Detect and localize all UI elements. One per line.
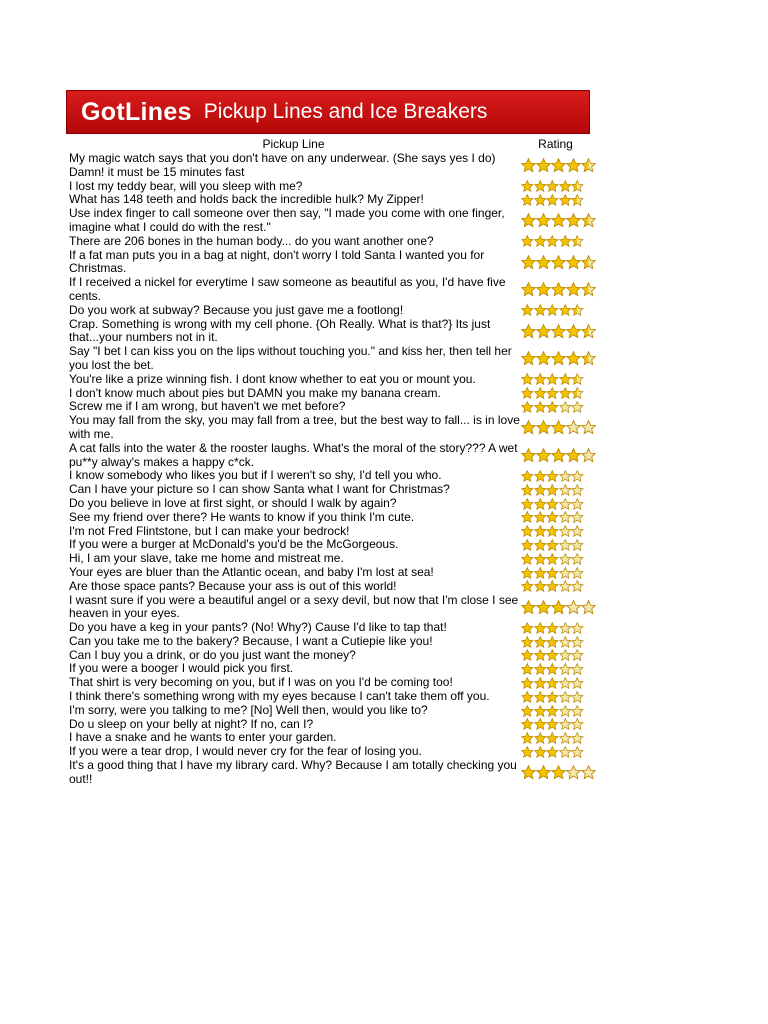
table-row bbox=[66, 318, 590, 346]
table-row bbox=[66, 373, 590, 387]
star-icon bbox=[521, 718, 534, 731]
star-icon bbox=[521, 677, 534, 690]
empty-star-icon bbox=[571, 718, 584, 731]
star-rating bbox=[521, 636, 590, 649]
pickup-line-text: Screw me if I am wrong, but haven't we met before? bbox=[69, 399, 346, 414]
star-icon bbox=[534, 373, 547, 386]
empty-star-icon bbox=[571, 649, 584, 662]
star-icon bbox=[534, 691, 547, 704]
star-icon bbox=[546, 525, 559, 538]
star-icon bbox=[534, 746, 547, 759]
pickup-line-text: There are 206 bones in the human body... do you want another one? bbox=[69, 233, 434, 248]
empty-star-icon bbox=[571, 525, 584, 538]
table-row bbox=[66, 180, 590, 194]
star-icon bbox=[521, 765, 536, 780]
table-row bbox=[66, 193, 590, 207]
star-icon bbox=[534, 553, 547, 566]
half-star-icon bbox=[581, 158, 596, 173]
star-rating bbox=[521, 401, 590, 414]
star-icon bbox=[536, 158, 551, 173]
empty-star-icon bbox=[559, 484, 572, 497]
star-rating bbox=[521, 255, 590, 270]
empty-star-icon bbox=[559, 677, 572, 690]
pickup-line-text: You're like a prize winning fish. I dont know whether to eat you or mount you. bbox=[69, 371, 476, 386]
star-icon bbox=[534, 732, 547, 745]
table-row bbox=[66, 662, 590, 676]
pickup-line-text: Your eyes are bluer than the Atlantic ocean, and baby I'm lost at sea! bbox=[69, 564, 434, 579]
brand-logo: GotLines bbox=[81, 97, 192, 126]
star-icon bbox=[566, 448, 581, 463]
star-icon bbox=[536, 448, 551, 463]
pickup-line-text: Hi, I am your slave, take me home and mistreat me. bbox=[69, 551, 344, 566]
empty-star-icon bbox=[571, 663, 584, 676]
star-icon bbox=[521, 622, 534, 635]
star-icon bbox=[521, 539, 534, 552]
star-icon bbox=[521, 498, 534, 511]
star-icon bbox=[521, 448, 536, 463]
star-icon bbox=[521, 663, 534, 676]
star-icon bbox=[546, 622, 559, 635]
star-rating bbox=[521, 484, 590, 497]
half-star-icon bbox=[581, 351, 596, 366]
star-icon bbox=[521, 636, 534, 649]
pickup-line-text: Do you believe in love at first sight, or should I walk by again? bbox=[69, 495, 397, 510]
pickup-line-text: Do you have a keg in your pants? (No! Why?) Cause I'd like to tap that! bbox=[69, 620, 447, 635]
star-icon bbox=[521, 580, 534, 593]
pickup-line-text: I don't know much about pies but DAMN you make my banana cream. bbox=[69, 385, 441, 400]
pickup-line-text: It's a good thing that I have my library card. Why? Because I am totally checking you out!! bbox=[69, 758, 517, 786]
empty-star-icon bbox=[559, 636, 572, 649]
star-icon bbox=[536, 420, 551, 435]
table-row bbox=[66, 400, 590, 414]
empty-star-icon bbox=[571, 636, 584, 649]
pickup-line-text: You may fall from the sky, you may fall from a tree, but the best way to fall... is in love with me. bbox=[69, 413, 520, 441]
empty-star-icon bbox=[559, 746, 572, 759]
empty-star-icon bbox=[571, 539, 584, 552]
star-icon bbox=[546, 663, 559, 676]
empty-star-icon bbox=[571, 580, 584, 593]
pickup-line-text: A cat falls into the water & the rooster laughs. What's the moral of the story??? A wet pu**y alway's makes a happy c*ck. bbox=[69, 440, 518, 469]
star-icon bbox=[566, 351, 581, 366]
star-icon bbox=[534, 636, 547, 649]
star-icon bbox=[546, 580, 559, 593]
star-icon bbox=[546, 746, 559, 759]
star-rating bbox=[521, 567, 590, 580]
star-icon bbox=[521, 324, 536, 339]
star-icon bbox=[536, 351, 551, 366]
pickup-line-text: I think there's something wrong with my eyes because I can't take them off you. bbox=[69, 689, 490, 704]
table-row bbox=[66, 304, 590, 318]
empty-star-icon bbox=[559, 663, 572, 676]
star-icon bbox=[521, 351, 536, 366]
star-rating bbox=[521, 677, 590, 690]
pickup-line-text: I'm not Fred Flintstone, but I can make your bedrock! bbox=[69, 523, 350, 538]
pickup-line-text: If you were a booger I would pick you first. bbox=[69, 661, 294, 676]
star-icon bbox=[534, 567, 547, 580]
empty-star-icon bbox=[571, 691, 584, 704]
star-icon bbox=[566, 282, 581, 297]
pickup-line-text: My magic watch says that you don't have on any underwear. (She says yes I do) Damn! it must be 15 minutes fast bbox=[69, 151, 496, 179]
pickup-line-text: I have a snake and he wants to enter your garden. bbox=[69, 730, 337, 745]
star-icon bbox=[521, 387, 534, 400]
column-header-rating: Rating bbox=[538, 137, 573, 151]
banner-tagline: Pickup Lines and Ice Breakers bbox=[203, 100, 488, 123]
star-icon bbox=[546, 511, 559, 524]
half-star-icon bbox=[581, 324, 596, 339]
star-icon bbox=[536, 282, 551, 297]
star-rating bbox=[521, 387, 590, 400]
star-icon bbox=[566, 158, 581, 173]
star-rating bbox=[521, 235, 590, 248]
star-icon bbox=[521, 705, 534, 718]
star-icon bbox=[521, 420, 536, 435]
star-icon bbox=[536, 213, 551, 228]
empty-star-icon bbox=[559, 401, 572, 414]
star-rating bbox=[521, 622, 590, 635]
half-star-icon bbox=[581, 213, 596, 228]
star-rating bbox=[521, 470, 590, 483]
star-icon bbox=[546, 373, 559, 386]
star-icon bbox=[559, 373, 572, 386]
star-icon bbox=[534, 539, 547, 552]
star-icon bbox=[521, 746, 534, 759]
empty-star-icon bbox=[571, 567, 584, 580]
table-row bbox=[66, 414, 590, 442]
star-rating bbox=[521, 691, 590, 704]
star-icon bbox=[546, 194, 559, 207]
star-icon bbox=[546, 636, 559, 649]
table-row bbox=[66, 635, 590, 649]
star-icon bbox=[566, 255, 581, 270]
table-row bbox=[66, 469, 590, 483]
star-rating bbox=[521, 525, 590, 538]
star-icon bbox=[521, 401, 534, 414]
empty-star-icon bbox=[559, 511, 572, 524]
pickup-line-text: I'm sorry, were you talking to me? [No] Well then, would you like to? bbox=[69, 702, 428, 717]
star-icon bbox=[551, 420, 566, 435]
table-row bbox=[66, 525, 590, 539]
star-rating bbox=[521, 511, 590, 524]
half-star-icon bbox=[571, 180, 584, 193]
star-rating bbox=[521, 180, 590, 193]
empty-star-icon bbox=[559, 705, 572, 718]
star-icon bbox=[521, 691, 534, 704]
star-icon bbox=[534, 484, 547, 497]
empty-star-icon bbox=[566, 600, 581, 615]
star-icon bbox=[521, 255, 536, 270]
empty-star-icon bbox=[559, 567, 572, 580]
empty-star-icon bbox=[571, 553, 584, 566]
star-icon bbox=[551, 765, 566, 780]
star-icon bbox=[551, 324, 566, 339]
star-icon bbox=[534, 498, 547, 511]
star-icon bbox=[546, 567, 559, 580]
table-row bbox=[66, 759, 590, 787]
table-row bbox=[66, 235, 590, 249]
star-icon bbox=[521, 194, 534, 207]
empty-star-icon bbox=[581, 600, 596, 615]
star-rating bbox=[521, 158, 590, 173]
table-row bbox=[66, 483, 590, 497]
star-icon bbox=[551, 158, 566, 173]
pickup-line-text: I lost my teddy bear, will you sleep with me? bbox=[69, 178, 303, 193]
star-icon bbox=[559, 304, 572, 317]
star-icon bbox=[546, 705, 559, 718]
star-icon bbox=[521, 732, 534, 745]
star-rating bbox=[521, 420, 590, 435]
pickup-line-text: Can you take me to the bakery? Because, I want a Cutiepie like you! bbox=[69, 633, 433, 648]
star-icon bbox=[566, 213, 581, 228]
half-star-icon bbox=[571, 387, 584, 400]
table-row bbox=[66, 345, 590, 373]
star-icon bbox=[546, 401, 559, 414]
table-row bbox=[66, 511, 590, 525]
pickup-lines-table bbox=[66, 152, 590, 787]
star-rating bbox=[521, 194, 590, 207]
empty-star-icon bbox=[581, 420, 596, 435]
star-icon bbox=[546, 691, 559, 704]
star-rating bbox=[521, 448, 590, 463]
empty-star-icon bbox=[559, 553, 572, 566]
star-icon bbox=[521, 511, 534, 524]
star-rating bbox=[521, 553, 590, 566]
star-icon bbox=[546, 553, 559, 566]
table-row bbox=[66, 387, 590, 401]
empty-star-icon bbox=[566, 420, 581, 435]
star-icon bbox=[534, 525, 547, 538]
star-icon bbox=[546, 649, 559, 662]
empty-star-icon bbox=[571, 622, 584, 635]
table-row bbox=[66, 621, 590, 635]
table-row bbox=[66, 580, 590, 594]
empty-star-icon bbox=[559, 622, 572, 635]
star-icon bbox=[536, 324, 551, 339]
pickup-line-text: If you were a burger at McDonald's you'd be the McGorgeous. bbox=[69, 537, 399, 552]
table-row bbox=[66, 731, 590, 745]
star-rating bbox=[521, 539, 590, 552]
star-rating bbox=[521, 580, 590, 593]
empty-star-icon bbox=[559, 732, 572, 745]
pickup-line-text: Can I buy you a drink, or do you just want the money? bbox=[69, 647, 356, 662]
table-row bbox=[66, 594, 590, 622]
star-icon bbox=[559, 194, 572, 207]
half-star-icon bbox=[581, 282, 596, 297]
table-row bbox=[66, 152, 590, 180]
table-row bbox=[66, 538, 590, 552]
star-rating bbox=[521, 600, 590, 615]
star-icon bbox=[534, 401, 547, 414]
column-header-pickup-line: Pickup Line bbox=[262, 137, 325, 151]
pickup-line-text: See my friend over there? He wants to know if you think I'm cute. bbox=[69, 509, 415, 524]
star-icon bbox=[521, 235, 534, 248]
star-rating bbox=[521, 765, 590, 780]
star-icon bbox=[551, 282, 566, 297]
star-icon bbox=[536, 255, 551, 270]
star-icon bbox=[521, 180, 534, 193]
empty-star-icon bbox=[571, 705, 584, 718]
table-row bbox=[66, 249, 590, 277]
empty-star-icon bbox=[581, 765, 596, 780]
half-star-icon bbox=[581, 255, 596, 270]
table-row bbox=[66, 690, 590, 704]
empty-star-icon bbox=[571, 732, 584, 745]
star-icon bbox=[534, 580, 547, 593]
star-icon bbox=[546, 387, 559, 400]
empty-star-icon bbox=[571, 746, 584, 759]
star-rating bbox=[521, 663, 590, 676]
star-icon bbox=[534, 718, 547, 731]
star-icon bbox=[559, 180, 572, 193]
pickup-line-text: If you were a tear drop, I would never cry for the fear of losing you. bbox=[69, 744, 422, 759]
table-header bbox=[66, 136, 590, 152]
star-icon bbox=[566, 324, 581, 339]
star-icon bbox=[551, 448, 566, 463]
empty-star-icon bbox=[559, 539, 572, 552]
star-rating bbox=[521, 732, 590, 745]
table-row bbox=[66, 718, 590, 732]
star-icon bbox=[534, 304, 547, 317]
table-row bbox=[66, 676, 590, 690]
star-icon bbox=[521, 158, 536, 173]
table-row bbox=[66, 276, 590, 304]
star-icon bbox=[521, 282, 536, 297]
star-icon bbox=[534, 387, 547, 400]
half-star-icon bbox=[571, 304, 584, 317]
star-icon bbox=[546, 718, 559, 731]
star-icon bbox=[546, 180, 559, 193]
empty-star-icon bbox=[571, 498, 584, 511]
star-icon bbox=[521, 553, 534, 566]
star-rating bbox=[521, 649, 590, 662]
table-row bbox=[66, 649, 590, 663]
pickup-line-text: If I received a nickel for everytime I saw someone as beautiful as you, I'd have five cents. bbox=[69, 275, 506, 303]
empty-star-icon bbox=[559, 580, 572, 593]
star-icon bbox=[521, 470, 534, 483]
empty-star-icon bbox=[559, 718, 572, 731]
pickup-line-text: I wasnt sure if you were a beautiful angel or a sexy devil, but now that I'm close I see heaven in your eyes. bbox=[69, 592, 519, 621]
star-icon bbox=[551, 351, 566, 366]
pickup-line-text: Say "I bet I can kiss you on the lips without touching you." and kiss her, then tell her you lost the bet. bbox=[69, 344, 512, 372]
star-icon bbox=[521, 304, 534, 317]
empty-star-icon bbox=[571, 484, 584, 497]
star-icon bbox=[536, 600, 551, 615]
star-icon bbox=[521, 525, 534, 538]
star-icon bbox=[521, 373, 534, 386]
star-icon bbox=[534, 649, 547, 662]
star-rating bbox=[521, 746, 590, 759]
star-icon bbox=[546, 235, 559, 248]
star-icon bbox=[559, 235, 572, 248]
star-icon bbox=[546, 484, 559, 497]
star-icon bbox=[551, 213, 566, 228]
empty-star-icon bbox=[571, 677, 584, 690]
empty-star-icon bbox=[559, 470, 572, 483]
document-sheet bbox=[66, 90, 590, 787]
table-row bbox=[66, 704, 590, 718]
star-icon bbox=[521, 484, 534, 497]
star-icon bbox=[521, 213, 536, 228]
star-icon bbox=[534, 194, 547, 207]
empty-star-icon bbox=[559, 525, 572, 538]
empty-star-icon bbox=[559, 691, 572, 704]
table-row bbox=[66, 497, 590, 511]
star-rating bbox=[521, 718, 590, 731]
empty-star-icon bbox=[571, 470, 584, 483]
star-icon bbox=[546, 470, 559, 483]
star-icon bbox=[534, 677, 547, 690]
star-icon bbox=[534, 705, 547, 718]
star-rating bbox=[521, 498, 590, 511]
star-icon bbox=[521, 567, 534, 580]
star-icon bbox=[534, 180, 547, 193]
star-icon bbox=[521, 600, 536, 615]
pickup-line-text: Can I have your picture so I can show Santa what I want for Christmas? bbox=[69, 482, 450, 497]
pickup-line-text: Do you work at subway? Because you just gave me a footlong! bbox=[69, 302, 404, 317]
half-star-icon bbox=[571, 235, 584, 248]
table-row bbox=[66, 207, 590, 235]
empty-star-icon bbox=[566, 765, 581, 780]
pickup-line-text: What has 148 teeth and holds back the incredible hulk? My Zipper! bbox=[69, 192, 424, 207]
star-rating bbox=[521, 213, 590, 228]
star-icon bbox=[551, 255, 566, 270]
empty-star-icon bbox=[581, 448, 596, 463]
pickup-line-text: Crap. Something is wrong with my cell phone. {Oh Really. What is that?} Its just that...your numbers not in it. bbox=[69, 316, 491, 345]
star-rating bbox=[521, 705, 590, 718]
half-star-icon bbox=[571, 373, 584, 386]
empty-star-icon bbox=[571, 511, 584, 524]
star-icon bbox=[551, 600, 566, 615]
star-icon bbox=[534, 622, 547, 635]
star-icon bbox=[534, 663, 547, 676]
star-icon bbox=[546, 304, 559, 317]
pickup-line-text: I know somebody who likes you but if I weren't so shy, I'd tell you who. bbox=[69, 468, 442, 483]
star-icon bbox=[546, 498, 559, 511]
empty-star-icon bbox=[571, 401, 584, 414]
star-icon bbox=[546, 732, 559, 745]
empty-star-icon bbox=[559, 498, 572, 511]
site-banner bbox=[66, 90, 590, 134]
pickup-line-text: Do u sleep on your belly at night? If no, can I? bbox=[69, 716, 314, 731]
pickup-line-text: Use index finger to call someone over then say, "I made you come with one finger, imagine what I could do with the rest." bbox=[69, 206, 505, 234]
star-icon bbox=[534, 511, 547, 524]
table-row bbox=[66, 745, 590, 759]
table-row bbox=[66, 442, 590, 470]
table-row bbox=[66, 566, 590, 580]
star-rating bbox=[521, 282, 590, 297]
empty-star-icon bbox=[559, 649, 572, 662]
star-icon bbox=[521, 649, 534, 662]
table-row bbox=[66, 552, 590, 566]
star-icon bbox=[534, 235, 547, 248]
star-rating bbox=[521, 373, 590, 386]
star-icon bbox=[536, 765, 551, 780]
star-icon bbox=[546, 677, 559, 690]
pickup-line-text: Are those space pants? Because your ass is out of this world! bbox=[69, 578, 397, 593]
star-icon bbox=[559, 387, 572, 400]
star-rating bbox=[521, 304, 590, 317]
star-rating bbox=[521, 324, 590, 339]
star-icon bbox=[546, 539, 559, 552]
pickup-line-text: That shirt is very becoming on you, but if I was on you I'd be coming too! bbox=[69, 675, 453, 690]
star-icon bbox=[534, 470, 547, 483]
half-star-icon bbox=[571, 194, 584, 207]
star-rating bbox=[521, 351, 590, 366]
pickup-line-text: If a fat man puts you in a bag at night, don't worry I told Santa I wanted you for Christmas. bbox=[69, 247, 485, 276]
